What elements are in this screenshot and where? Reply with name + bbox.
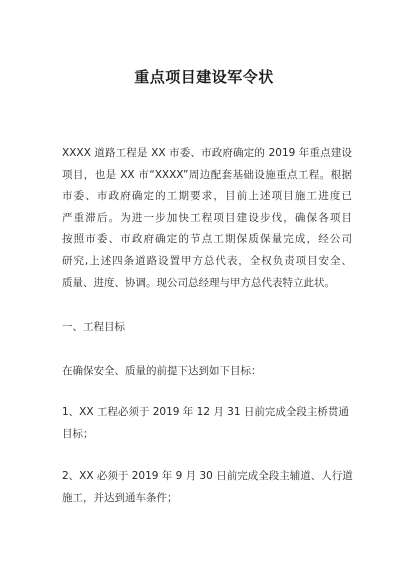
intro-line: 按照市委、市政府确定的节点工期保质保量完成，经公司 xyxy=(62,233,352,246)
goal-item xyxy=(62,466,352,509)
goal-item-line: 2、XX 必须于 2019 年 9 月 30 日前完成全段主辅道、人行道 xyxy=(62,470,353,482)
goal-item-line: 施工，并达到通车条件； xyxy=(62,491,178,504)
goal-item-line: 1、XX 工程必须于 2019 年 12 月 31 日前完成全段主桥贯通 xyxy=(62,406,349,418)
intro-paragraph xyxy=(62,143,352,294)
intro-line: 项目，也是 XX 市“XXXX”周边配套基础设施重点工程。根据 xyxy=(62,168,352,181)
document-title: 重点项目建设军令状 xyxy=(134,68,274,86)
section-heading: 一、工程目标 xyxy=(62,321,125,333)
goal-item xyxy=(62,402,352,445)
intro-line: 质量、进度、协调。现公司总经理与甲方总代表特立此状。 xyxy=(62,276,335,289)
intro-line: 研究,上述四条道路设置甲方总代表，全权负责项目安全、 xyxy=(62,254,352,267)
goal-item-line: 目标； xyxy=(62,427,94,440)
goal-intro: 在确保安全、质量的前提下达到如下目标： xyxy=(62,365,262,377)
intro-line: 市委、市政府确定的工期要求，目前上述项目施工进度已 xyxy=(62,190,352,203)
intro-line: 严重滞后。为进一步加快工程项目建设步伐，确保各项目 xyxy=(62,211,352,224)
intro-line: XXXX 道路工程是 XX 市委、市政府确定的 2019 年重点建设 xyxy=(62,147,352,159)
